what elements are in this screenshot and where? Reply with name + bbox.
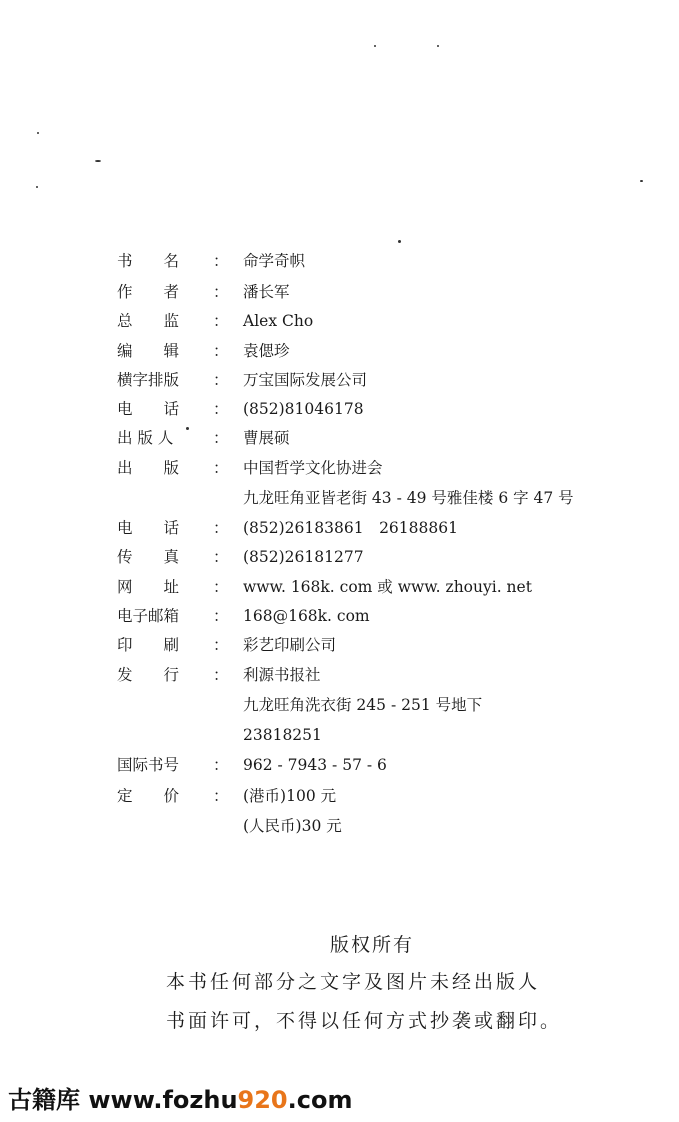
field-label: 传 真 (117, 548, 180, 566)
price-rmb: (人民币)30 元 (243, 817, 342, 835)
field-label: 网 址 (117, 578, 180, 596)
field-label: 定 价 (117, 787, 180, 805)
field-colon: ： (213, 578, 229, 596)
field-label: 总 监 (117, 312, 180, 330)
field-colon: ： (213, 607, 229, 625)
field-label: 出 版 人 (117, 429, 174, 447)
distributor-address: 九龙旺角洗衣街 245 - 251 号地下 (243, 696, 483, 714)
field-value: 袁偲珍 (243, 342, 290, 360)
field-colon: ： (213, 283, 229, 301)
field-value: 曹展硕 (243, 429, 290, 447)
field-label: 书 名 (117, 252, 180, 270)
field-value: 万宝国际发展公司 (243, 371, 368, 389)
scan-speck (36, 186, 38, 188)
scan-speck (186, 427, 189, 430)
field-label: 作 者 (117, 283, 180, 301)
field-colon: ： (213, 400, 229, 418)
field-value: 命学奇帜 (243, 252, 306, 270)
field-colon: ： (213, 756, 229, 774)
watermark-footer (8, 1080, 352, 1115)
copyright-line-2: 书面许可，不得以任何方式抄袭或翻印。 (166, 1010, 563, 1032)
field-label: 国际书号 (117, 756, 180, 774)
site-url[interactable] (88, 1086, 352, 1114)
distributor-phone: 23818251 (243, 726, 322, 744)
site-url-number: 920 (237, 1086, 288, 1114)
field-label: 横字排版 (117, 371, 180, 389)
field-value: 彩艺印刷公司 (243, 636, 337, 654)
field-value: 潘长军 (243, 283, 290, 301)
field-label: 电 话 (117, 400, 180, 418)
field-colon: ： (213, 519, 229, 537)
scan-speck (398, 240, 401, 243)
field-colon: ： (213, 787, 229, 805)
site-url-prefix: www.fozhu (88, 1086, 238, 1114)
field-colon: ： (213, 548, 229, 566)
field-colon: ： (213, 312, 229, 330)
field-value: 利源书报社 (243, 666, 321, 684)
field-label: 编 辑 (117, 342, 180, 360)
field-value: (852)26183861 26188861 (243, 519, 458, 537)
publisher-address: 九龙旺角亚皆老街 43 - 49 号雅佳楼 6 字 47 号 (243, 489, 574, 507)
scan-speck (640, 180, 643, 182)
field-value: (852)81046178 (243, 400, 364, 418)
field-colon: ： (213, 252, 229, 270)
field-label: 电子邮箱 (117, 607, 180, 625)
field-value: www. 168k. com 或 www. zhouyi. net (243, 578, 532, 596)
field-colon: ： (213, 636, 229, 654)
field-value: 中国哲学文化协进会 (243, 459, 383, 477)
scan-speck (95, 160, 101, 162)
field-value: Alex Cho (243, 312, 314, 330)
scan-speck (37, 132, 39, 134)
field-value: 168@168k. com (243, 607, 370, 625)
field-label: 发 行 (117, 666, 180, 684)
field-label: 出 版 (117, 459, 180, 477)
scan-speck (437, 45, 439, 47)
copyright-title: 版权所有 (330, 934, 415, 956)
field-label: 印 刷 (117, 636, 180, 654)
site-url-suffix: .com (287, 1086, 353, 1114)
scan-speck (374, 45, 376, 47)
field-colon: ： (213, 429, 229, 447)
site-name: 古籍库 (8, 1086, 80, 1114)
field-value: (852)26181277 (243, 548, 364, 566)
field-value: 962 - 7943 - 57 - 6 (243, 756, 387, 774)
field-colon: ： (213, 342, 229, 360)
field-colon: ： (213, 371, 229, 389)
copyright-line-1: 本书任何部分之文字及图片未经出版人 (166, 971, 541, 993)
field-label: 电 话 (117, 519, 180, 537)
field-colon: ： (213, 666, 229, 684)
field-colon: ： (213, 459, 229, 477)
field-value: (港币)100 元 (243, 787, 337, 805)
